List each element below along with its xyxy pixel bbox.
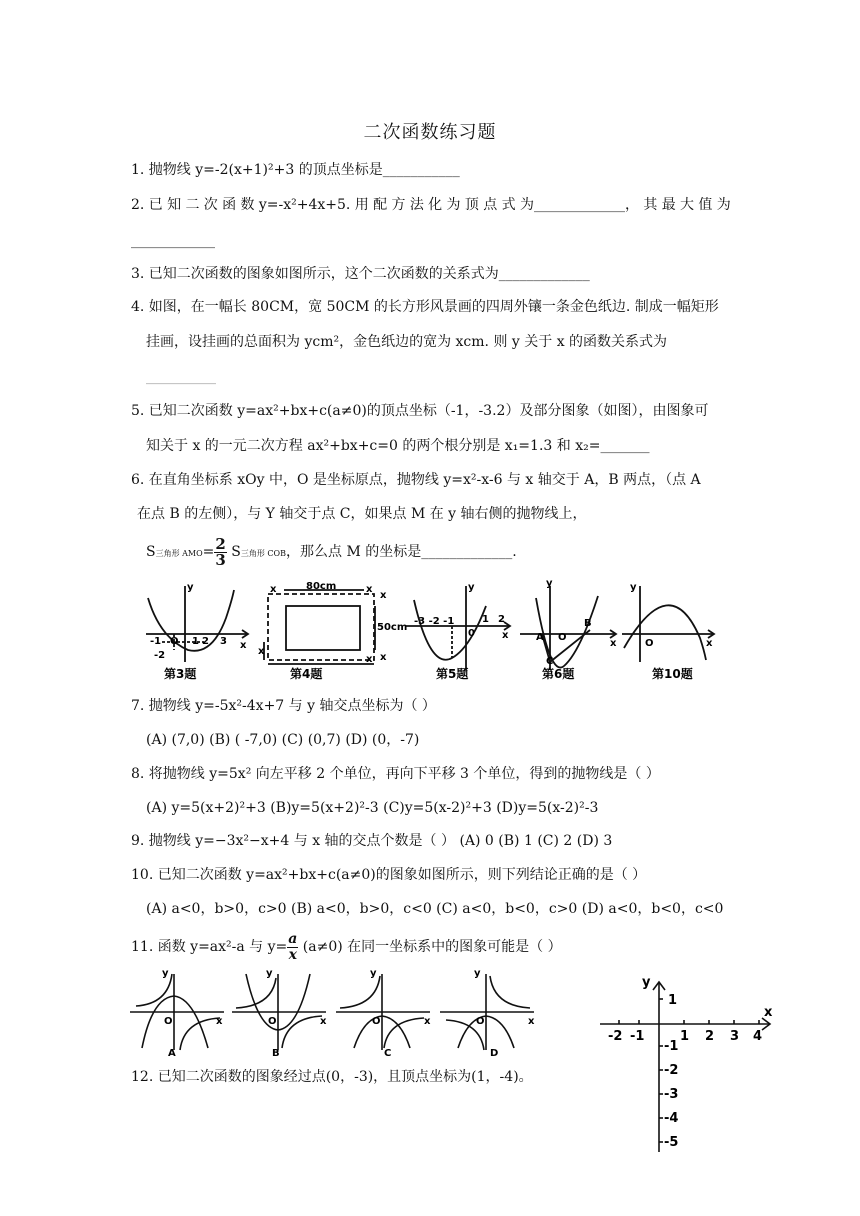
svg-text:x: x: [424, 1016, 431, 1027]
svg-text:-2: -2: [664, 1063, 679, 1078]
svg-text:4: 4: [753, 1029, 763, 1044]
svg-text:A: A: [536, 632, 544, 643]
svg-text:50cm: 50cm: [377, 622, 408, 633]
svg-text:O: O: [170, 636, 179, 647]
svg-text:D: D: [490, 1048, 499, 1058]
question-5-line-1: 5. 已知二次函数 y=ax²+bx+c(a≠0)的顶点坐标（-1，-3.2）及部分图象（如图），由图象可: [131, 403, 709, 419]
svg-text:1: 1: [482, 614, 489, 625]
svg-text:x: x: [240, 640, 247, 651]
svg-text:x: x: [502, 630, 509, 641]
question-8-options: (A) y=5(x+2)²+3 (B)y=5(x+2)²-3 (C)y=5(x-2)²+3 (D)y=5(x-2)²-3: [146, 800, 599, 816]
svg-text:y: y: [187, 582, 194, 593]
svg-text:O: O: [268, 1016, 277, 1027]
svg-text:x: x: [706, 638, 713, 649]
svg-text:2: 2: [202, 636, 209, 647]
question-9: 9. 抛物线 y=−3x²−x+4 与 x 轴的交点个数是（ ） (A) 0 (B) 1 (C) 2 (D) 3: [131, 833, 613, 849]
choice-b-graph: [232, 974, 326, 1050]
svg-text:C: C: [384, 1048, 392, 1058]
svg-text:0: 0: [468, 628, 475, 639]
svg-text:第3题: 第3题: [164, 667, 197, 681]
svg-text:A: A: [168, 1048, 176, 1058]
svg-text:x: x: [270, 584, 277, 595]
svg-text:y: y: [546, 578, 553, 589]
question-7-options: (A) (7,0) (B) ( -7,0) (C) (0,7) (D) (0，-7): [146, 732, 420, 748]
svg-text:O: O: [645, 638, 654, 649]
svg-text:x: x: [764, 1005, 773, 1020]
page-title: 二次函数练习题: [363, 122, 497, 143]
svg-text:x: x: [610, 638, 617, 649]
svg-text:x: x: [258, 646, 265, 657]
svg-text:O: O: [476, 1016, 485, 1027]
svg-text:-1: -1: [630, 1029, 645, 1044]
svg-text:-3 -2 -1: -3 -2 -1: [414, 616, 455, 627]
subscript-cob: 三角形 COB: [240, 549, 286, 558]
svg-text:x: x: [380, 590, 387, 601]
svg-text:-1: -1: [664, 1039, 679, 1054]
svg-text:x: x: [320, 1016, 327, 1027]
svg-text:O: O: [558, 632, 567, 643]
question-6-line-1: 6. 在直角坐标系 xOy 中，O 是坐标原点，抛物线 y=x²-x-6 与 x 轴交于 A，B 两点，（点 A: [131, 472, 701, 488]
question-10-options: (A) a<0，b>0，c>0 (B) a<0，b>0，c<0 (C) a<0，b<0，c>0 (D) a<0，b<0，c<0: [146, 901, 724, 917]
svg-text:B: B: [584, 618, 592, 629]
question-3: 3. 已知二次函数的图象如图所示，这个二次函数的关系式为_____________: [131, 266, 590, 282]
question-2-line-1: 2. 已 知 二 次 函 数 y=-x²+4x+5. 用 配 方 法 化 为 顶 点 式 为_____________， 其 最 大 值 为: [131, 197, 731, 213]
subscript-amo: 三角形 AMO: [155, 549, 203, 558]
question-11-graphs: [128, 968, 538, 1058]
question-4-line-3: __________: [146, 369, 216, 385]
question-5-line-2: 知关于 x 的一元二次方程 ax²+bx+c=0 的两个根分别是 x₁=1.3 和 x₂=_______: [146, 438, 650, 454]
svg-text:3: 3: [220, 636, 227, 647]
question-8: 8. 将抛物线 y=5x² 向左平移 2 个单位，再向下平移 3 个单位，得到的抛物线是（ ）: [131, 766, 660, 782]
fraction-a-over-x: $\frac{a}{x}$: [288, 930, 298, 963]
svg-text:-2: -2: [154, 650, 166, 661]
svg-text:y: y: [266, 968, 273, 979]
question-2-line-2: ____________: [131, 233, 215, 249]
svg-text:-1: -1: [150, 636, 162, 647]
svg-text:O: O: [372, 1016, 381, 1027]
figure-10-graph: [622, 586, 714, 662]
svg-text:1: 1: [668, 993, 678, 1008]
choice-c-graph: [336, 974, 430, 1050]
svg-text:x: x: [366, 654, 373, 665]
question-12: 12. 已知二次函数的图象经过点(0，-3)，且顶点坐标为(1，-4)。: [131, 1069, 533, 1085]
svg-text:1: 1: [680, 1029, 690, 1044]
svg-text:y: y: [370, 968, 377, 979]
svg-text:O: O: [164, 1016, 173, 1027]
question-7: 7. 抛物线 y=-5x²-4x+7 与 y 轴交点坐标为（ ）: [131, 698, 436, 714]
svg-text:1: 1: [192, 636, 199, 647]
svg-text:x: x: [380, 652, 387, 663]
svg-text:2: 2: [498, 614, 505, 625]
question-4-line-1: 4. 如图，在一幅长 80CM，宽 50CM 的长方形风景画的四周外镶一条金色纸边. 制成一幅矩形: [131, 299, 719, 315]
figure-4-frame: [264, 590, 375, 664]
svg-text:80cm: 80cm: [306, 581, 337, 592]
coordinate-grid: [598, 968, 782, 1158]
svg-text:y: y: [630, 582, 637, 593]
svg-text:第5题: 第5题: [436, 667, 469, 681]
svg-text:B: B: [272, 1048, 280, 1058]
svg-text:第4题: 第4题: [290, 667, 323, 681]
choice-a-graph: [130, 974, 224, 1050]
svg-text:C: C: [546, 656, 554, 667]
figure-5-graph: [406, 586, 510, 670]
svg-text:-5: -5: [664, 1135, 679, 1150]
question-11: 11. 函数 y=ax²-a 与 y= $\frac{a}{x} (a\ne 0)$ 在同一坐标系中的图象可能是（ ）: [131, 930, 562, 963]
question-6-line-3: S三角形 AMO= $\frac{2}{3}$ S三角形 COB，那么点 M 的坐标是_____________.: [146, 534, 517, 569]
svg-text:3: 3: [730, 1029, 740, 1044]
choice-d-graph: [440, 974, 534, 1050]
figures-row: [140, 578, 740, 682]
question-6-line-2: 在点 B 的左侧），与 Y 轴交于点 C，如果点 M 在 y 轴右侧的抛物线上，: [137, 506, 587, 522]
svg-text:-2: -2: [608, 1029, 623, 1044]
svg-text:2: 2: [705, 1029, 715, 1044]
question-4-line-2: 挂画，设挂画的总面积为 ycm²，金色纸边的宽为 xcm. 则 y 关于 x 的函数关系式为: [146, 334, 668, 350]
svg-text:x: x: [528, 1016, 535, 1027]
svg-text:第10题: 第10题: [652, 667, 693, 681]
svg-text:y: y: [474, 968, 481, 979]
svg-text:第6题: 第6题: [542, 667, 575, 681]
svg-text:x: x: [366, 584, 373, 595]
fraction-two-thirds: $\frac{2}{3}$: [215, 534, 226, 569]
svg-text:-4: -4: [664, 1111, 679, 1126]
question-1: 1. 抛物线 y=-2(x+1)²+3 的顶点坐标是___________: [131, 162, 460, 178]
svg-text:x: x: [216, 1016, 223, 1027]
question-10: 10. 已知二次函数 y=ax²+bx+c(a≠0)的图象如图所示，则下列结论正确的是（ ）: [131, 867, 647, 883]
svg-text:y: y: [468, 582, 475, 593]
svg-text:y: y: [162, 968, 169, 979]
figure-6-graph: [520, 586, 616, 670]
svg-text:y: y: [642, 975, 651, 990]
svg-text:-3: -3: [664, 1087, 679, 1102]
